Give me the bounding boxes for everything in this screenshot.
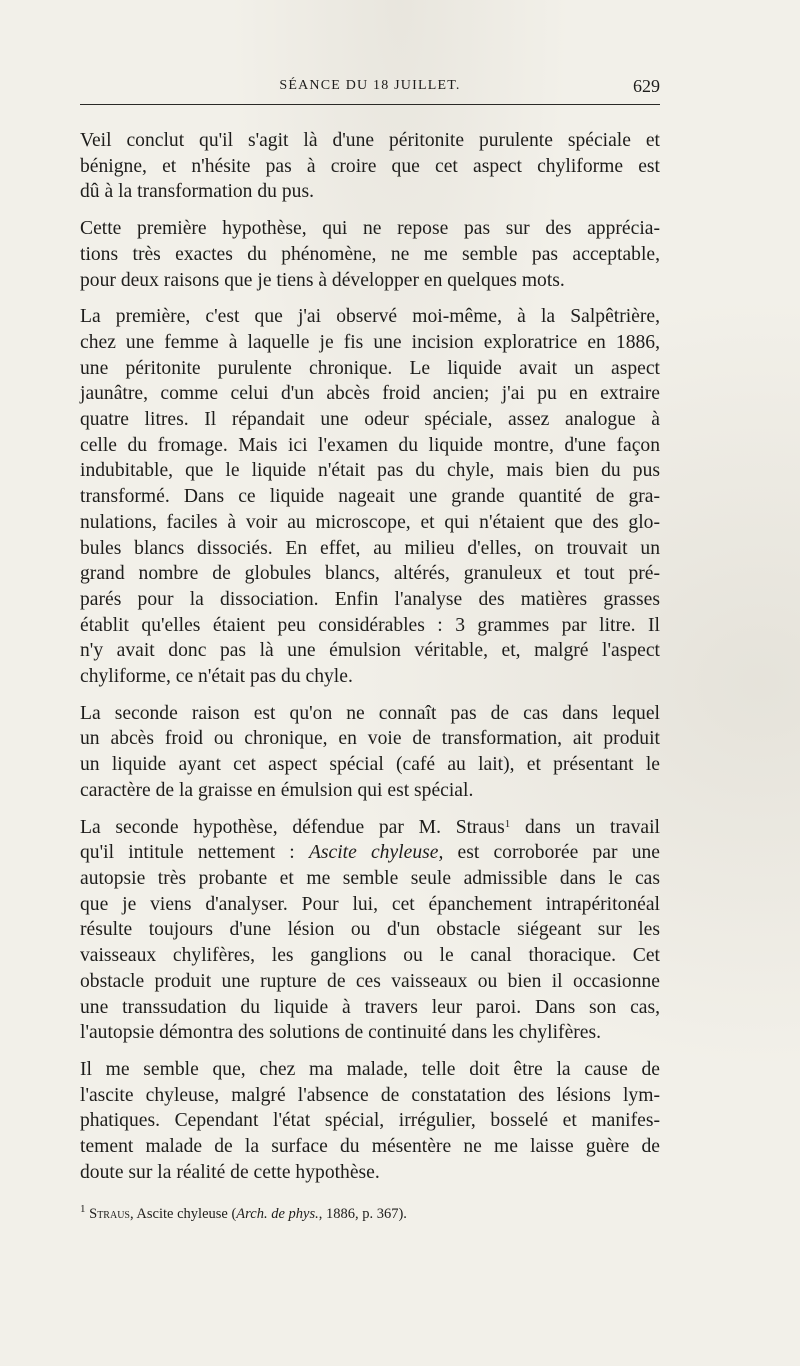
text-line: établit qu'elles étaient peu considérables : 3 grammes par litre. Il <box>80 614 660 636</box>
text-line: autopsie très probante et me semble seule admissible dans le cas <box>80 867 660 889</box>
page-number: 629 <box>633 76 660 96</box>
page-header <box>80 76 660 105</box>
text-line <box>80 815 660 841</box>
footnote <box>80 1203 660 1223</box>
paragraph-4 <box>80 701 660 804</box>
text-fragment: La seconde hypothèse, défendue par M. Straus <box>80 816 505 838</box>
text-line: doute sur la réalité de cette hypothèse. <box>80 1161 380 1183</box>
text-line: une transsudation du liquide à travers leur paroi. Dans son cas, <box>80 996 660 1018</box>
italic-title: Ascite chyleuse, <box>308 842 444 864</box>
text-line: résulte toujours d'une lésion ou d'un obstacle siégeant sur les <box>80 919 660 941</box>
text-line: Veil conclut qu'il s'agit là d'une péritonite purulente spéciale et <box>80 130 660 151</box>
text-line: La première, c'est que j'ai observé moi-même, à la Salpêtrière, <box>80 306 660 328</box>
body-text <box>80 128 660 1196</box>
text-line: phatiques. Cependant l'état spécial, irrégulier, bosselé et manifes- <box>80 1110 660 1132</box>
text-line: vaisseaux chylifères, les ganglions ou le canal thoracique. Cet <box>80 945 660 967</box>
paragraph-5 <box>80 815 660 1046</box>
text-line: Il me semble que, chez ma malade, telle doit être la cause de <box>80 1058 660 1080</box>
text-fragment: qu'il intitule nettement : <box>80 842 309 864</box>
text-line: chyliforme, ce n'était pas du chyle. <box>80 666 353 688</box>
text-fragment: dans un travail <box>510 816 660 838</box>
text-line: indubitable, que le liquide n'était pas du chyle, mais bien du pus <box>80 460 660 482</box>
text-line: n'y avait donc pas là une émulsion véritable, et, malgré l'aspect <box>80 640 660 662</box>
text-line: pour deux raisons que je tiens à développer en quelques mots. <box>80 269 565 291</box>
text-line: chez une femme à laquelle je fis une incision exploratrice en 1886, <box>80 331 660 353</box>
footnote-author: Straus, <box>89 1206 134 1222</box>
text-line: bénigne, et n'hésite pas à croire que cet aspect chyliforme est <box>80 155 660 177</box>
text-line: parés pour la dissociation. Enfin l'analyse des matières grasses <box>80 588 660 610</box>
paragraph-1 <box>80 128 660 205</box>
text-line: nulations, faciles à voir au microscope, et qui n'étaient que des glo- <box>80 511 660 533</box>
running-title: SÉANCE DU 18 JUILLET. <box>279 78 461 93</box>
text-line: un liquide ayant cet aspect spécial (café au lait), et présentant le <box>80 754 660 776</box>
footnote-journal: Arch. de phys. <box>236 1206 319 1222</box>
footnote-mark: 1 <box>80 1203 86 1215</box>
footnote-text: , 1886, p. 367). <box>318 1206 407 1222</box>
text-line: quatre litres. Il répandait une odeur spéciale, assez analogue à <box>80 409 660 431</box>
text-line: une péritonite purulente chronique. Le liquide avait un aspect <box>80 357 660 379</box>
text-line: l'autopsie démontra des solutions de continuité dans les chylifères. <box>80 1022 602 1044</box>
footnote-text: Ascite chyleuse ( <box>133 1206 237 1222</box>
text-line: caractère de la graisse en émulsion qui est spécial. <box>80 779 474 801</box>
text-line: dû à la transformation du pus. <box>80 181 314 203</box>
text-line: Cette première hypothèse, qui ne repose pas sur des apprécia- <box>80 218 660 240</box>
text-line: tement malade de la surface du mésentère ne me laisse guère de <box>80 1136 660 1158</box>
text-line: jaunâtre, comme celui d'un abcès froid ancien; j'ai pu en extraire <box>80 383 660 405</box>
text-fragment: est corroborée par une <box>443 842 660 864</box>
footnote-reference[interactable]: 1 <box>504 817 511 830</box>
text-line: celle du fromage. Mais ici l'examen du liquide montre, d'une façon <box>80 434 660 456</box>
text-line: La seconde raison est qu'on ne connaît pas de cas dans lequel <box>80 702 660 724</box>
text-line: que je viens d'analyser. Pour lui, cet épanchement intrapéritonéal <box>80 893 660 915</box>
text-line: bules blancs dissociés. En effet, au milieu d'elles, on trouvait un <box>80 537 660 559</box>
text-line: transformé. Dans ce liquide nageait une grande quantité de gra- <box>80 486 660 508</box>
paragraph-6 <box>80 1057 660 1186</box>
text-line: obstacle produit une rupture de ces vaisseaux ou bien il occasionne <box>80 970 660 992</box>
paragraph-3 <box>80 304 660 690</box>
text-line: l'ascite chyleuse, malgré l'absence de constatation des lésions lym- <box>80 1084 660 1106</box>
text-line: tions très exactes du phénomène, ne me semble pas acceptable, <box>80 243 660 265</box>
text-line <box>80 840 660 866</box>
paragraph-2 <box>80 216 660 293</box>
text-line: grand nombre de globules blancs, altérés, granuleux et tout pré- <box>80 563 660 585</box>
text-line: un abcès froid ou chronique, en voie de transformation, ait produit <box>80 728 660 750</box>
